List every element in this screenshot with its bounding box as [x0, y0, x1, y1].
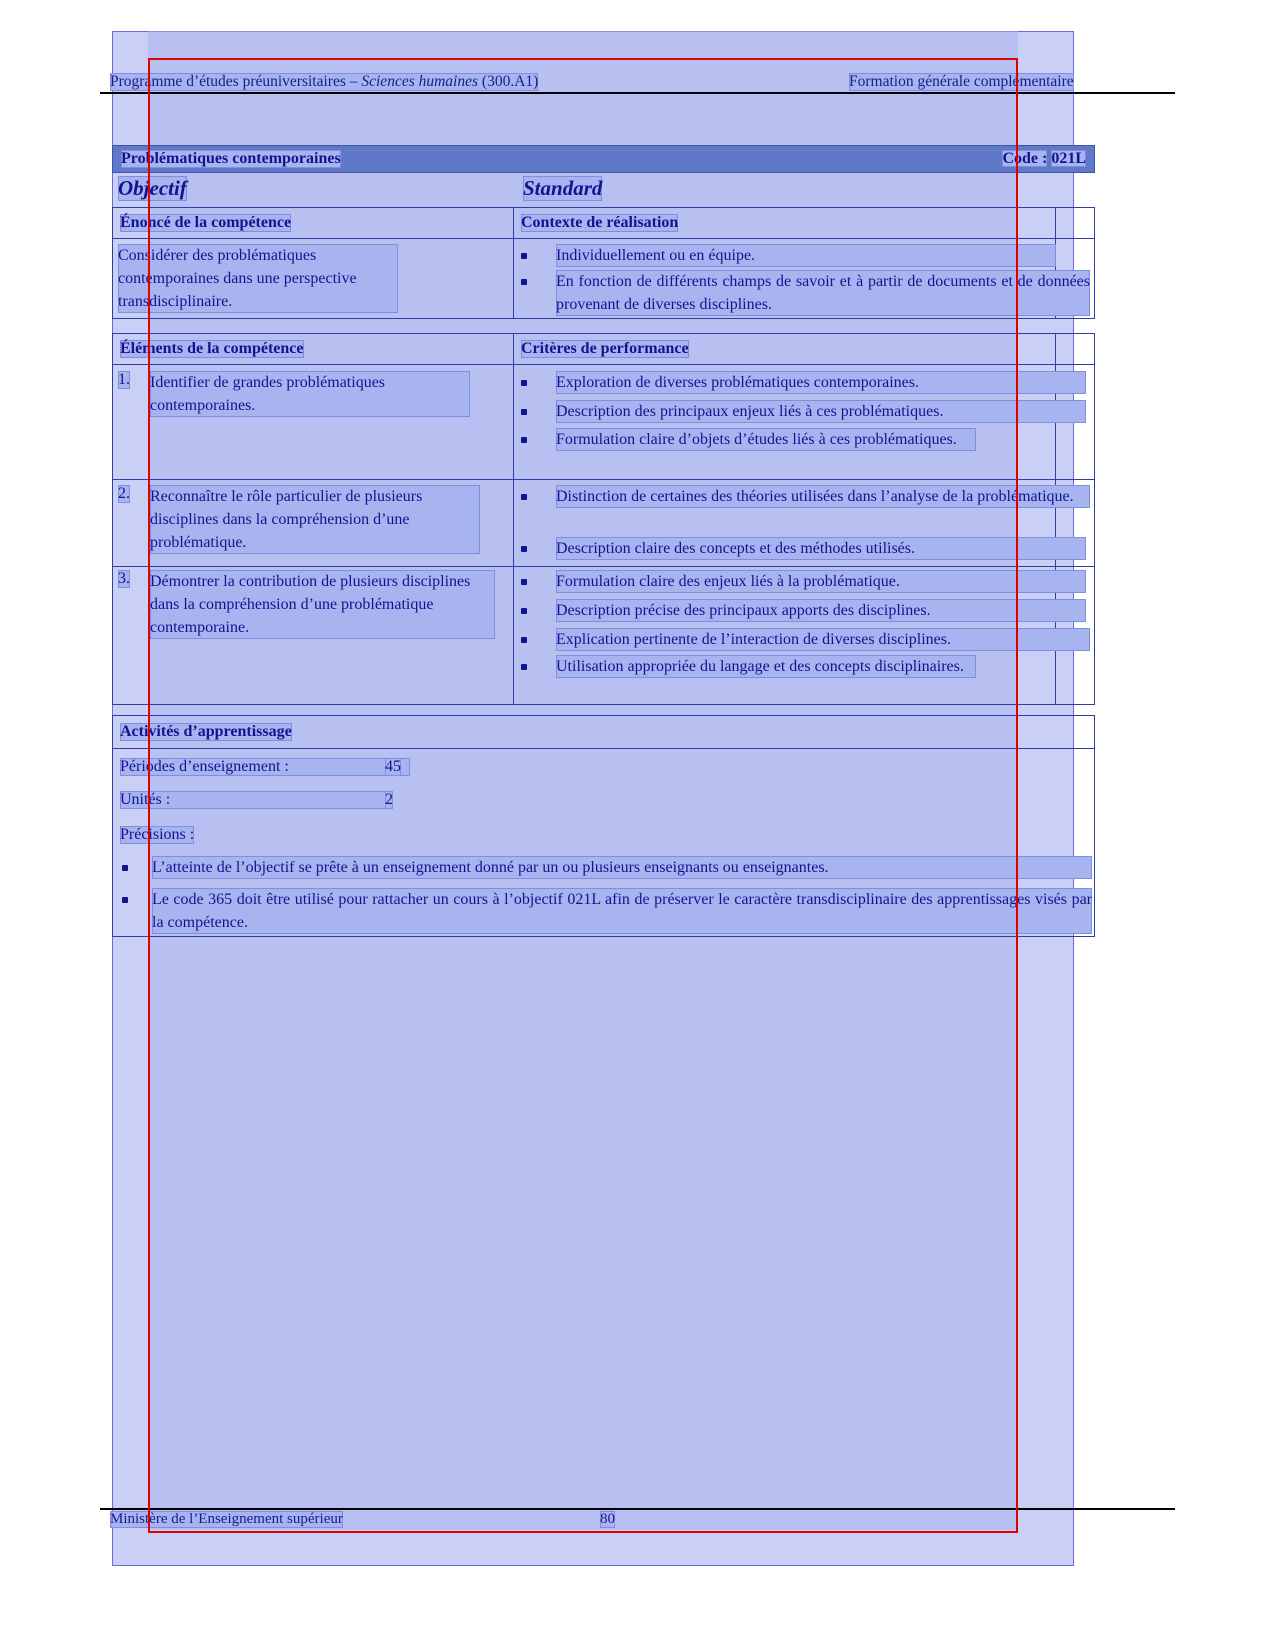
- critere-bullet-3-4: [521, 664, 527, 670]
- box2-header-divider: [113, 364, 1094, 365]
- precision-bullet-2: [122, 897, 128, 903]
- running-header-right: Formation générale complémentaire: [849, 73, 1074, 90]
- critere-bullet-3-3: [521, 637, 527, 643]
- contexte-bullet-2: [521, 279, 527, 285]
- elements-header: Éléments de la compétence: [120, 340, 304, 357]
- header-left-prefix: Programme d’études préuniversitaires –: [110, 73, 358, 90]
- footer-rule: [100, 1508, 1175, 1510]
- header-left-italic: Sciences humaines: [361, 73, 479, 90]
- precision-1: L’atteinte de l’objectif se prête à un enseignement donné par un ou plusieurs enseignants ou enseignantes.: [152, 856, 1092, 879]
- critere-bullet-2-2: [521, 546, 527, 552]
- element-text-2: Reconnaître le rôle particulier de plusieurs disciplines dans la compréhension d’une problématique.: [150, 485, 480, 554]
- critere-2-2: Description claire des concepts et des méthodes utilisés.: [556, 537, 1086, 560]
- contexte-header: Contexte de réalisation: [521, 214, 679, 231]
- critere-bullet-1-1: [521, 380, 527, 386]
- precisions-label: Précisions :: [120, 826, 195, 843]
- column-heading-standard: Standard: [523, 176, 603, 200]
- critere-1-3: Formulation claire d’objets d’études liés à ces problématiques.: [556, 428, 976, 451]
- enonce-header: Énoncé de la compétence: [120, 214, 292, 231]
- running-header-left: [110, 73, 538, 91]
- box3-header-divider: [113, 748, 1094, 749]
- critere-3-1: Formulation claire des enjeux liés à la problématique.: [556, 570, 1086, 593]
- precision-bullet-1: [122, 865, 128, 871]
- critere-bullet-3-2: [521, 608, 527, 614]
- contexte-item-2: En fonction de différents champs de savoir et à partir de documents et de données provenant de diverses disciplines.: [556, 270, 1090, 316]
- element-text-3: Démontrer la contribution de plusieurs disciplines dans la compréhension d’une problématique contemporaine.: [150, 570, 495, 639]
- critere-bullet-1-3: [521, 437, 527, 443]
- unites-value: 2: [385, 791, 393, 808]
- box1-header-divider: [113, 238, 1094, 239]
- criteres-header: Critères de performance: [521, 340, 689, 357]
- competency-code: [1002, 150, 1086, 168]
- box2-row2-divider: [113, 566, 1094, 567]
- critere-2-1: Distinction de certaines des théories utilisées dans l’analyse de la problématique.: [556, 485, 1090, 508]
- critere-1-1: Exploration de diverses problématiques contemporaines.: [556, 371, 1086, 394]
- precision-2: Le code 365 doit être utilisé pour rattacher un cours à l’objectif 021L afin de préserver le caractère transdisciplinaire des apprentissages visés par la compétence.: [152, 888, 1092, 934]
- footer-left: Ministère de l’Enseignement supérieur: [110, 1511, 343, 1527]
- enonce-text: Considérer des problématiques contemporaines dans une perspective transdisciplinaire.: [118, 244, 398, 313]
- critere-bullet-1-2: [521, 409, 527, 415]
- code-value: 021L: [1051, 150, 1086, 167]
- activities-header: Activités d’apprentissage: [120, 723, 292, 740]
- box1-column-divider: [513, 208, 514, 318]
- column-heading-objectif: Objectif: [118, 176, 187, 200]
- critere-bullet-2-1: [521, 494, 527, 500]
- element-number-1: 1.: [118, 371, 130, 388]
- contexte-item-1: Individuellement ou en équipe.: [556, 244, 1056, 267]
- element-number-2: 2.: [118, 485, 130, 502]
- header-left-suffix: (300.A1): [481, 73, 539, 90]
- element-text-1: Identifier de grandes problématiques contemporaines.: [150, 371, 470, 417]
- element-number-3: 3.: [118, 570, 130, 587]
- critere-bullet-3-1: [521, 579, 527, 585]
- unites-label: Unités :: [120, 791, 390, 809]
- footer-page-number: 80: [600, 1511, 615, 1527]
- critere-3-3: Explication pertinente de l’interaction de diverses disciplines.: [556, 628, 1090, 651]
- box2-column-divider: [513, 334, 514, 704]
- header-rule: [100, 92, 1175, 94]
- periodes-label: Périodes d’enseignement :: [120, 758, 410, 776]
- box2-row1-divider: [113, 479, 1094, 480]
- code-label: Code :: [1002, 150, 1048, 167]
- critere-3-2: Description précise des principaux apports des disciplines.: [556, 599, 1086, 622]
- competency-title-bar: [112, 145, 1095, 173]
- competency-title: Problématiques contemporaines: [121, 150, 341, 167]
- contexte-bullet-1: [521, 253, 527, 259]
- critere-3-4: Utilisation appropriée du langage et des concepts disciplinaires.: [556, 655, 976, 678]
- periodes-value: 45: [385, 758, 401, 775]
- critere-1-2: Description des principaux enjeux liés à ces problématiques.: [556, 400, 1086, 423]
